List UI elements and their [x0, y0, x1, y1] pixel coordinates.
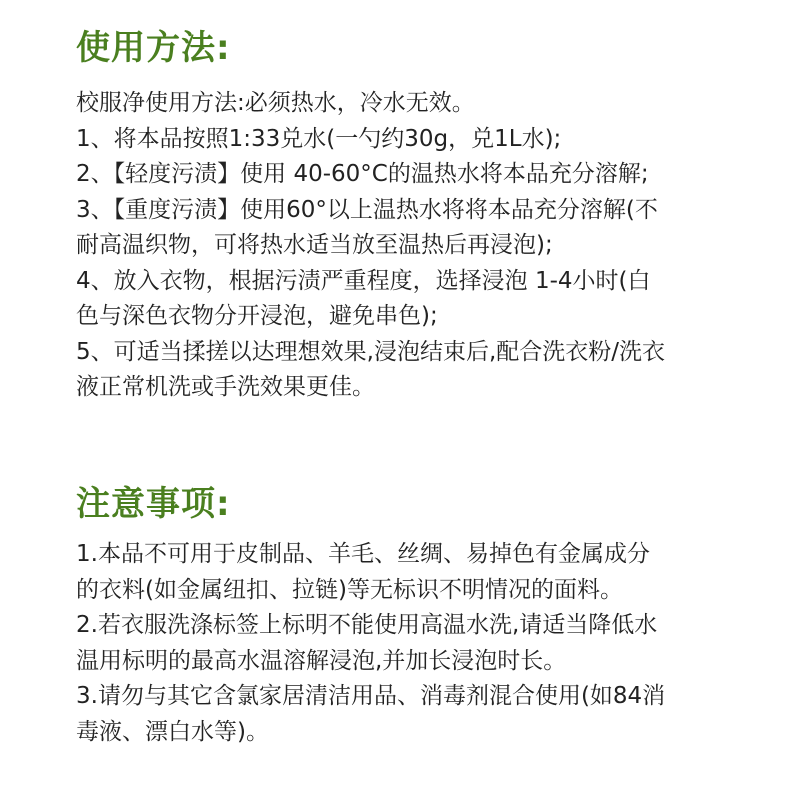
notice-section-title: 注意事项:	[76, 484, 231, 524]
notice-line: 3.请勿与其它含氯家居清洁用品、消毒剂混合使用(如84消	[76, 683, 666, 709]
usage-line: 校服净使用方法:必须热水，冷水无效。	[76, 90, 475, 116]
usage-line: 1、将本品按照1:33兑水(一勺约30g，兑1L水);	[76, 125, 562, 152]
notice-line: 温用标明的最高水温溶解浸泡,并加长浸泡时长。	[76, 647, 567, 674]
notice-line: 1.本品不可用于皮制品、羊毛、丝绸、易掉色有金属成分	[76, 541, 650, 567]
usage-line: 5、可适当揉搓以达理想效果,浸泡结束后,配合洗衣粉/洗衣	[76, 338, 666, 365]
notice-list	[76, 537, 766, 750]
usage-section-title: 使用方法:	[76, 28, 231, 68]
notice-line: 2.若衣服洗涤标签上标明不能使用高温水洗,请适当降低水	[76, 612, 658, 638]
usage-line: 4、放入衣物，根据污渍严重程度，选择浸泡 1-4小时(白	[76, 267, 651, 294]
usage-instructions	[76, 86, 766, 406]
usage-line: 液正常机洗或手洗效果更佳。	[76, 374, 375, 400]
usage-line: 2、【轻度污渍】使用 40-60°C的温热水将本品充分溶解;	[76, 161, 649, 187]
usage-line: 3、【重度污渍】使用60°以上温热水将将本品充分溶解(不	[76, 196, 658, 223]
notice-line: 毒液、漂白水等)。	[76, 718, 269, 745]
usage-line: 耐高温织物，可将热水适当放至温热后再浸泡);	[76, 232, 553, 258]
notice-line: 的衣料(如金属纽扣、拉链)等无标识不明情况的面料。	[76, 576, 623, 603]
usage-line: 色与深色衣物分开浸泡，避免串色);	[76, 303, 438, 329]
